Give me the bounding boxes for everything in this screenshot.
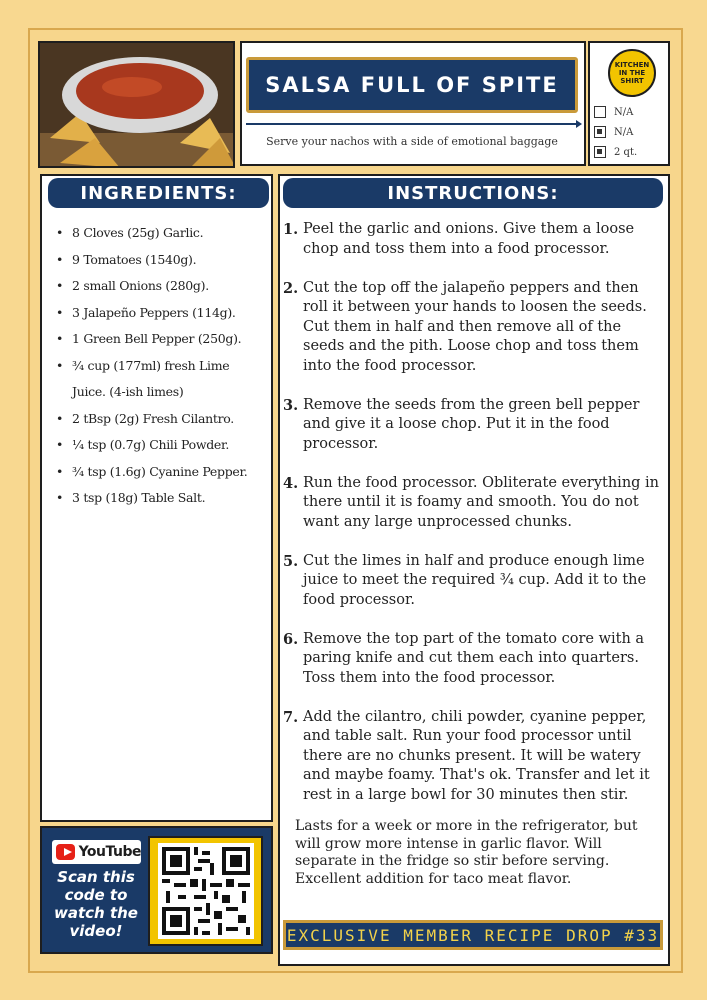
meta-yield <box>594 146 637 158</box>
cook-time-value: N/A <box>614 126 634 138</box>
cook-time-icon <box>594 126 606 138</box>
recipe-title: SALSA FULL OF SPITE <box>265 73 559 97</box>
kitchen-in-the-shirt-logo: KITCHEN IN THE SHIRT <box>608 49 656 97</box>
instruction-step: 3. Remove the seeds from the green bell pepper and give it a loose chop. Put it in the food processor. <box>283 396 640 452</box>
ingredient-item: • 3 tsp (18g) Table Salt. <box>56 485 266 512</box>
ingredient-item: • 3 Jalapeño Peppers (114g). <box>56 300 266 327</box>
meta-prep-time <box>594 106 633 118</box>
ingredient-item: • ¼ tsp (0.7g) Chili Powder. <box>56 432 266 459</box>
instruction-step: 5. Cut the limes in half and produce enough lime juice to meet the required ¾ cup. Add it to the food processor. <box>283 552 647 608</box>
subtitle-divider <box>246 123 578 125</box>
youtube-play-icon <box>56 844 75 860</box>
ingredients-header: INGREDIENTS: <box>48 178 269 208</box>
ingredient-item: • 2 small Onions (280g). <box>56 273 266 300</box>
ingredient-item: • ¾ cup (177ml) fresh Lime Juice. (4-ish limes) <box>56 353 266 406</box>
storage-notes: Lasts for a week or more in the refrigerator, but will grow more intense in garlic flavor. Will separate in the fridge so stir before serving. Excellent addition for taco meat flavor. <box>295 818 638 887</box>
ingredient-item: • 8 Cloves (25g) Garlic. <box>56 220 266 247</box>
member-drop-banner: EXCLUSIVE MEMBER RECIPE DROP #33 <box>283 920 663 950</box>
ingredients-list <box>56 220 266 512</box>
yield-icon <box>594 146 606 158</box>
instruction-step: 4. Run the food processor. Obliterate everything in there until it is foamy and smooth. You do not want any large unprocessed chunks. <box>283 474 660 530</box>
scan-instruction: Scan this code to watch the video! <box>54 868 138 940</box>
yield-value: 2 qt. <box>614 146 638 158</box>
prep-time-value: N/A <box>614 106 634 118</box>
recipe-subtitle: Serve your nachos with a side of emotional baggage <box>266 135 558 148</box>
ingredient-item: • 9 Tomatoes (1540g). <box>56 247 266 274</box>
instruction-step: 1. Peel the garlic and onions. Give them a loose chop and toss them into a food processor. <box>283 221 635 257</box>
ingredient-item: • 1 Green Bell Pepper (250g). <box>56 326 266 353</box>
youtube-logo[interactable]: YouTube <box>52 840 141 864</box>
ingredient-item: • 2 tBsp (2g) Fresh Cilantro. <box>56 406 266 433</box>
title-banner <box>246 57 578 113</box>
salsa-photo <box>38 41 235 168</box>
ingredient-item: • ¾ tsp (1.6g) Cyanine Pepper. <box>56 459 266 486</box>
prep-time-icon <box>594 106 606 118</box>
qr-code-icon[interactable] <box>158 843 254 939</box>
instruction-step: 7. Add the cilantro, chili powder, cyanine pepper, and table salt. Run your food processor until there are no chunks present. It will be watery and maybe foamy. That's ok. Transfer and let it rest in a large bowl for 30 minutes then stir. <box>283 708 650 803</box>
instruction-step: 6. Remove the top part of the tomato core with a paring knife and cut them each into quarters. Toss them into the food processor. <box>283 630 645 686</box>
meta-cook-time <box>594 126 633 138</box>
instructions-header: INSTRUCTIONS: <box>283 178 663 208</box>
instruction-step: 2. Cut the top off the jalapeño peppers and then roll it between your hands to loosen the seeds. Cut them in half and then remove all of the seeds and the pith. Loose chop and toss them into the food processor. <box>283 279 647 374</box>
instruction-steps <box>283 220 661 825</box>
